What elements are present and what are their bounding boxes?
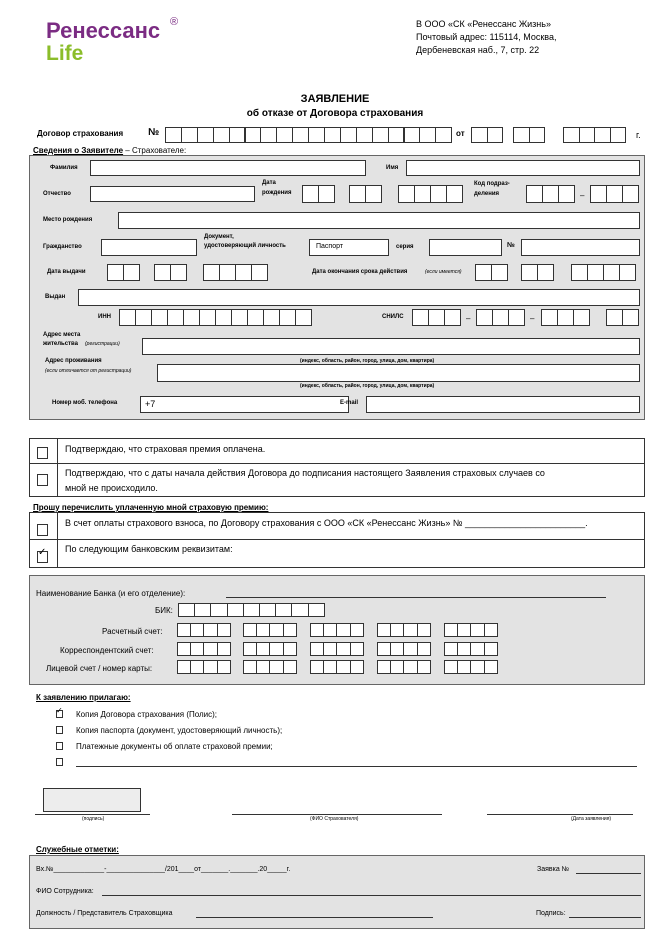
input-cell[interactable]	[414, 185, 431, 203]
snils-dash-2: –	[530, 314, 535, 323]
input-cell[interactable]	[260, 127, 277, 143]
birth-date-label-1: Дата	[262, 180, 276, 186]
id-document-label-1: Документ,	[204, 234, 234, 240]
attachments-title: К заявлению прилагаю:	[36, 693, 131, 702]
input-cell[interactable]	[403, 660, 417, 674]
input-cell[interactable]	[256, 642, 270, 656]
input-cell[interactable]	[541, 309, 558, 326]
confirm-premium-checkbox[interactable]	[37, 447, 48, 459]
input-cell[interactable]	[229, 127, 246, 143]
input-cell[interactable]	[417, 642, 431, 656]
input-cell[interactable]	[227, 603, 244, 617]
input-cell[interactable]	[350, 660, 364, 674]
input-cell[interactable]	[243, 603, 260, 617]
input-cell[interactable]	[340, 127, 357, 143]
input-cell[interactable]	[365, 185, 382, 203]
confirm-no-claims-text-2: мной не происходило.	[65, 483, 158, 493]
input-cell[interactable]	[388, 127, 405, 143]
input-cell[interactable]	[417, 623, 431, 637]
transfer-bank-text: По следующим банковским реквизитам:	[65, 544, 233, 554]
passport-number-field[interactable]	[521, 239, 640, 256]
input-cell[interactable]	[302, 185, 319, 203]
confirm-no-claims-text-1: Подтверждаю, что с даты начала действия Договора до подписания настоящего Заявления страховых случаев со	[65, 468, 545, 478]
input-cell[interactable]	[213, 127, 230, 143]
policyholder-name-caption: (ФИО Страхователя)	[310, 816, 359, 822]
input-cell[interactable]	[243, 660, 257, 674]
input-cell[interactable]	[107, 264, 124, 281]
contract-label: Договор страхования	[37, 129, 124, 138]
input-cell[interactable]	[203, 642, 217, 656]
birthplace-label: Место рождения	[43, 217, 93, 223]
input-cell[interactable]	[542, 185, 559, 203]
input-cell[interactable]	[231, 309, 248, 326]
citizenship-label: Гражданство	[43, 244, 82, 250]
patronymic-field[interactable]	[90, 186, 255, 202]
attachment-2-checkbox[interactable]	[56, 726, 63, 734]
input-cell[interactable]	[377, 623, 391, 637]
attachment-2-text: Копия паспорта (документ, удостоверяющий личность);	[76, 726, 283, 735]
request-number-line[interactable]	[576, 873, 641, 874]
input-cell[interactable]	[151, 309, 168, 326]
phone-field[interactable]	[140, 396, 349, 413]
logo-registered-mark: ®	[170, 16, 179, 28]
input-cell[interactable]	[203, 623, 217, 637]
input-cell[interactable]	[323, 660, 337, 674]
input-cell[interactable]	[269, 660, 283, 674]
input-cell[interactable]	[323, 642, 337, 656]
input-cell[interactable]	[590, 185, 607, 203]
input-cell[interactable]	[318, 185, 335, 203]
input-cell[interactable]	[571, 264, 588, 281]
input-cell[interactable]	[619, 264, 636, 281]
input-cell[interactable]	[279, 309, 296, 326]
input-cell[interactable]	[587, 264, 604, 281]
input-cell[interactable]	[259, 603, 276, 617]
input-cell[interactable]	[606, 309, 623, 326]
input-cell[interactable]	[444, 309, 461, 326]
input-cell[interactable]	[350, 642, 364, 656]
snils-label: СНИЛС	[382, 314, 404, 320]
input-cell[interactable]	[372, 127, 389, 143]
input-cell[interactable]	[245, 127, 262, 143]
contract-year-suffix: г.	[636, 130, 641, 140]
input-cell[interactable]	[513, 127, 530, 143]
transfer-to-contract-checkbox[interactable]	[37, 524, 48, 536]
input-cell[interactable]	[275, 603, 292, 617]
input-cell[interactable]	[430, 185, 447, 203]
input-cell[interactable]	[487, 127, 504, 143]
signature-caption: (подпись)	[82, 816, 105, 822]
input-cell[interactable]	[537, 264, 554, 281]
input-cell[interactable]	[276, 127, 293, 143]
document-subtitle: об отказе от Договора страхования	[246, 108, 424, 119]
phone-prefix: +7	[145, 399, 156, 409]
input-cell[interactable]	[291, 603, 308, 617]
input-cell[interactable]	[203, 264, 220, 281]
transfer-to-contract-text: В счет оплаты страхового взноса, по Договору страхования с ООО «СК «Ренессанс Жизнь» № ________________________.	[65, 518, 588, 528]
service-marks-title: Служебные отметки:	[36, 845, 119, 854]
position-line[interactable]	[196, 917, 433, 918]
division-code-label-1: Код подраз-	[474, 181, 510, 187]
input-cell[interactable]	[470, 642, 484, 656]
input-cell[interactable]	[247, 309, 264, 326]
input-cell[interactable]	[183, 309, 200, 326]
input-cell[interactable]	[217, 660, 231, 674]
personal-account-label: Лицевой счет / номер карты:	[46, 664, 153, 673]
input-cell[interactable]	[444, 642, 458, 656]
request-number-label: Заявка №	[537, 866, 570, 873]
input-cell[interactable]	[484, 642, 498, 656]
input-cell[interactable]	[251, 264, 268, 281]
input-cell[interactable]	[404, 127, 421, 143]
input-cell[interactable]	[444, 623, 458, 637]
input-cell[interactable]	[484, 660, 498, 674]
attachment-3-checkbox[interactable]	[56, 742, 63, 750]
attachment-4-checkbox[interactable]	[56, 758, 63, 766]
email-field[interactable]	[366, 396, 640, 413]
input-cell[interactable]	[308, 603, 325, 617]
snils-dash-1: –	[466, 314, 471, 323]
input-cell[interactable]	[310, 660, 324, 674]
reg-address-label-1: Адрес места	[43, 332, 81, 338]
input-cell[interactable]	[484, 623, 498, 637]
postal-address-line1: Почтовый адрес: 115114, Москва,	[416, 32, 557, 42]
input-cell[interactable]	[256, 623, 270, 637]
input-cell[interactable]	[165, 127, 182, 143]
input-cell[interactable]	[622, 309, 639, 326]
bank-name-label: Наименование Банка (и его отделение):	[36, 589, 186, 598]
issue-date-label: Дата выдачи	[47, 269, 86, 275]
input-cell[interactable]	[170, 264, 187, 281]
bank-name-line[interactable]	[226, 597, 606, 598]
input-cell[interactable]	[177, 623, 191, 637]
input-cell[interactable]	[349, 185, 366, 203]
expiry-date-note: (если имеется)	[425, 269, 462, 275]
input-cell[interactable]	[377, 642, 391, 656]
input-cell[interactable]	[243, 642, 257, 656]
contract-from-label: от	[456, 129, 465, 138]
input-cell[interactable]	[417, 660, 431, 674]
input-cell[interactable]	[324, 127, 341, 143]
id-document-type-value: Паспорт	[316, 243, 344, 250]
birth-date-label-2: рождения	[262, 190, 292, 196]
issued-by-label: Выдан	[45, 294, 66, 300]
passport-number-sign: №	[507, 242, 515, 249]
input-cell[interactable]	[194, 603, 211, 617]
input-cell[interactable]	[470, 660, 484, 674]
input-cell[interactable]	[217, 642, 231, 656]
transfer-title: Прошу перечислить уплаченную мной страховую премию:	[33, 503, 269, 512]
input-cell[interactable]	[123, 264, 140, 281]
input-cell[interactable]	[529, 127, 546, 143]
input-cell[interactable]	[199, 309, 216, 326]
input-cell[interactable]	[283, 642, 297, 656]
input-cell[interactable]	[476, 309, 493, 326]
input-cell[interactable]	[457, 642, 471, 656]
input-cell[interactable]	[521, 264, 538, 281]
transfer-divider-h	[29, 539, 645, 540]
input-cell[interactable]	[444, 660, 458, 674]
input-cell[interactable]	[210, 603, 227, 617]
input-cell[interactable]	[390, 642, 404, 656]
input-cell[interactable]	[197, 127, 214, 143]
company-logo	[46, 18, 186, 68]
reg-address-note: (регистрации)	[85, 341, 120, 347]
input-cell[interactable]	[457, 623, 471, 637]
input-cell[interactable]	[526, 185, 543, 203]
confirm-divider-v	[57, 438, 58, 497]
input-cell[interactable]	[323, 623, 337, 637]
applicant-section-title-text: Сведения о Заявителе	[33, 146, 124, 155]
patronymic-label: Отчество	[43, 191, 71, 197]
inn-label: ИНН	[98, 314, 111, 320]
input-cell[interactable]	[428, 309, 445, 326]
signature-line	[35, 814, 150, 815]
account-label: Расчетный счет:	[102, 627, 163, 636]
application-date-caption: (Дата заявления)	[571, 816, 612, 822]
service-signature-line[interactable]	[569, 917, 641, 918]
surname-label: Фамилия	[50, 165, 78, 171]
input-cell[interactable]	[167, 309, 184, 326]
input-cell[interactable]	[308, 127, 325, 143]
input-cell[interactable]	[492, 309, 509, 326]
input-cell[interactable]	[181, 127, 198, 143]
input-cell[interactable]	[203, 660, 217, 674]
input-cell[interactable]	[263, 309, 280, 326]
document-title: ЗАЯВЛЕНИЕ	[300, 93, 370, 105]
contract-number-sign: №	[148, 127, 160, 138]
input-cell[interactable]	[594, 127, 611, 143]
bik-label: БИК:	[155, 606, 173, 615]
service-signature-label: Подпись:	[536, 910, 566, 917]
input-cell[interactable]	[563, 127, 580, 143]
input-cell[interactable]	[622, 185, 639, 203]
input-cell[interactable]	[471, 127, 488, 143]
input-cell[interactable]	[190, 623, 204, 637]
input-cell[interactable]	[558, 185, 575, 203]
input-cell[interactable]	[177, 660, 191, 674]
logo-text-line1: Ренессанс	[46, 18, 161, 43]
input-cell[interactable]	[610, 127, 627, 143]
input-cell[interactable]	[356, 127, 373, 143]
input-cell[interactable]	[377, 660, 391, 674]
attachment-3-text: Платежные документы об оплате страховой премии;	[76, 742, 273, 751]
input-cell[interactable]	[603, 264, 620, 281]
live-address-field[interactable]	[157, 364, 640, 382]
attachment-4-line[interactable]	[76, 766, 637, 767]
input-cell[interactable]	[557, 309, 574, 326]
input-cell[interactable]	[269, 642, 283, 656]
live-address-note: (если отличается от регистрации)	[45, 368, 132, 374]
input-cell[interactable]	[295, 309, 312, 326]
signature-box[interactable]	[43, 788, 141, 812]
transfer-bank-check-mark: ✓	[38, 547, 47, 558]
input-cell[interactable]	[283, 623, 297, 637]
division-code-label-2: деления	[474, 191, 500, 197]
confirm-no-claims-checkbox[interactable]	[37, 474, 48, 486]
incoming-number-line: Вх.№_____________-_______________/201____от_______._______.20_____г.	[36, 866, 291, 873]
postal-address-line2: Дербеневская наб., 7, стр. 22	[416, 45, 540, 55]
input-cell[interactable]	[235, 264, 252, 281]
surname-field[interactable]	[90, 160, 366, 176]
input-cell[interactable]	[398, 185, 415, 203]
applicant-section-title-suffix: – Страхователе:	[123, 146, 187, 155]
employee-name-line[interactable]	[102, 895, 641, 896]
input-cell[interactable]	[243, 623, 257, 637]
reg-address-hint: (индекс, область, район, город, улица, дом, квартира)	[300, 358, 435, 364]
name-field[interactable]	[406, 160, 640, 176]
input-cell[interactable]	[135, 309, 152, 326]
input-cell[interactable]	[390, 623, 404, 637]
input-cell[interactable]	[190, 642, 204, 656]
input-cell[interactable]	[283, 660, 297, 674]
email-label: E-mail	[340, 400, 359, 406]
input-cell[interactable]	[403, 623, 417, 637]
input-cell[interactable]	[457, 660, 471, 674]
input-cell[interactable]	[470, 623, 484, 637]
logo-text-line2: Life	[46, 42, 84, 65]
input-cell[interactable]	[579, 127, 596, 143]
input-cell[interactable]	[119, 309, 136, 326]
employee-name-label: ФИО Сотрудника:	[36, 888, 94, 895]
input-cell[interactable]	[350, 623, 364, 637]
input-cell[interactable]	[154, 264, 171, 281]
recipient-line: В ООО «СК «Ренессанс Жизнь»	[416, 19, 551, 29]
input-cell[interactable]	[403, 642, 417, 656]
issued-by-field[interactable]	[78, 289, 640, 306]
division-code-dash: –	[580, 191, 585, 200]
input-cell[interactable]	[390, 660, 404, 674]
input-cell[interactable]	[336, 623, 350, 637]
input-cell[interactable]	[219, 264, 236, 281]
input-cell[interactable]	[177, 642, 191, 656]
input-cell[interactable]	[446, 185, 463, 203]
input-cell[interactable]	[412, 309, 429, 326]
input-cell[interactable]	[292, 127, 309, 143]
input-cell[interactable]	[190, 660, 204, 674]
live-address-label: Адрес проживания	[45, 358, 102, 364]
input-cell[interactable]	[419, 127, 436, 143]
input-cell[interactable]	[336, 642, 350, 656]
reg-address-label-2: жительства	[43, 341, 78, 347]
position-label: Должность / Представитель Страховщика	[36, 910, 173, 917]
input-cell[interactable]	[508, 309, 525, 326]
input-cell[interactable]	[606, 185, 623, 203]
input-cell[interactable]	[269, 623, 283, 637]
input-cell[interactable]	[491, 264, 508, 281]
transfer-divider-v	[57, 512, 58, 568]
citizenship-field[interactable]	[101, 239, 197, 256]
series-label: серия	[396, 244, 414, 250]
confirm-premium-text: Подтверждаю, что страховая премия оплачена.	[65, 444, 266, 454]
attachment-1-check-mark: ✓	[56, 706, 63, 715]
confirm-divider-h	[29, 463, 645, 464]
input-cell[interactable]	[310, 642, 324, 656]
input-cell[interactable]	[215, 309, 232, 326]
input-cell[interactable]	[573, 309, 590, 326]
birthplace-field[interactable]	[118, 212, 640, 229]
input-cell[interactable]	[336, 660, 350, 674]
expiry-date-label: Дата окончания срока действия	[312, 269, 408, 275]
input-cell[interactable]	[310, 623, 324, 637]
corr-account-label: Корреспондентский счет:	[60, 646, 154, 655]
input-cell[interactable]	[217, 623, 231, 637]
id-document-label-2: удостоверяющий личность	[204, 243, 286, 249]
application-date-line[interactable]	[487, 814, 633, 815]
input-cell[interactable]	[475, 264, 492, 281]
attachment-1-text: Копия Договора страхования (Полис);	[76, 710, 218, 719]
series-field[interactable]	[429, 239, 502, 256]
input-cell[interactable]	[178, 603, 195, 617]
phone-label: Номер моб. телефона	[52, 400, 118, 406]
name-label: Имя	[386, 165, 399, 171]
reg-address-field[interactable]	[142, 338, 640, 355]
policyholder-name-line[interactable]	[232, 814, 442, 815]
input-cell[interactable]	[435, 127, 452, 143]
input-cell[interactable]	[256, 660, 270, 674]
applicant-section-title	[33, 147, 186, 155]
live-address-hint: (индекс, область, район, город, улица, дом, квартира)	[300, 383, 435, 389]
